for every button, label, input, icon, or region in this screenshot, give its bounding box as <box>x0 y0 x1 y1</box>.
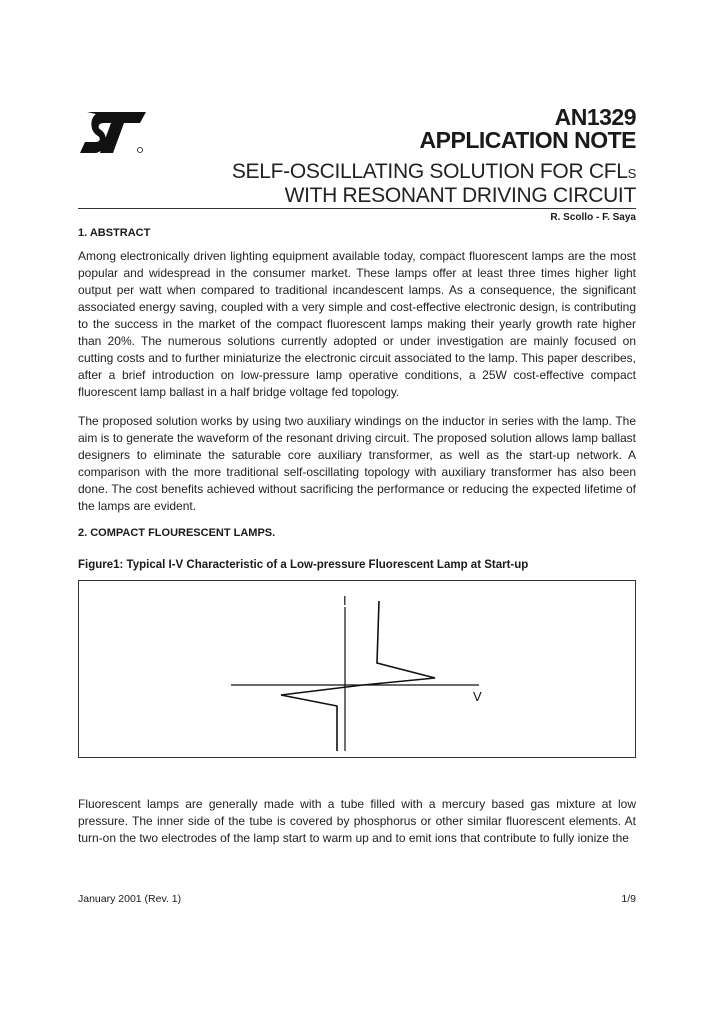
y-axis-label: I <box>343 593 347 608</box>
abstract-paragraph-1: Among electronically driven lighting equipment available today, compact fluorescent lamps are the most popular and widespread in the consumer market. These lamps offer at least three times higher light output per watt when compared to traditional incandescent lamps. As a consequence, the significant associated energy saving, coupled with a very simple and cost-effective electronic design, is contributing to the success in the market of the compact fluorescent lamps making their yearly growth rate higher than 20%. The numerous solutions currently adopted or under investigation are mainly focused on cutting costs and to further miniaturize the electronic circuit associated to the lamp. This paper describes, after a brief introduction on low-pressure lamp operative conditions, a 25W cost-effective compact fluorescent lamp ballast in a half bridge voltage fed topology. <box>78 249 636 399</box>
doc-title-line2: WITH RESONANT DRIVING CIRCUIT <box>284 184 636 207</box>
authors: R. Scollo - F. Saya <box>550 212 636 223</box>
st-logo-graphic <box>80 109 146 159</box>
page-number: 1/9 <box>621 893 636 905</box>
iv-characteristic-figure <box>78 580 636 758</box>
figure-caption: Figure1: Typical I-V Characteristic of a Low-pressure Fluorescent Lamp at Start-up <box>78 559 529 571</box>
doc-title-line1-main: SELF-OSCILLATING SOLUTION FOR CFL <box>231 160 628 183</box>
cfl-paragraph-1: Fluorescent lamps are generally made with a tube filled with a mercury based gas mixture at low pressure. The inner side of the tube is covered by phosphorus or other similar fluorescent elements. At turn-on the two electrodes of the lamp start to warm up and to emit ions that contribute to fully ionize the <box>78 797 636 845</box>
doc-number: AN1329 <box>554 104 636 130</box>
header-divider <box>78 208 636 209</box>
iv-plot <box>79 581 635 757</box>
iv-curve <box>281 601 435 751</box>
footer-date: January 2001 (Rev. 1) <box>78 893 182 905</box>
cfl-heading: 2. COMPACT FLOURESCENT LAMPS. <box>78 527 276 539</box>
doc-type: APPLICATION NOTE <box>419 127 636 153</box>
doc-title-line1-sub: S <box>627 166 636 181</box>
x-axis-label: V <box>473 689 482 704</box>
abstract-paragraph-2: The proposed solution works by using two auxiliary windings on the inductor in series with the lamp. The aim is to generate the waveform of the resonant driving circuit. The proposed solution allows lamp ballast designers to eliminate the saturable core auxiliary transformer, as well as the start-up network. A comparison with the more traditional self-oscillating topology with auxiliary transformer has also been done. The cost benefits achieved without sacrificing the performance or reducing the expected lifetime of the lamps are evident. <box>78 414 636 513</box>
doc-title-line1 <box>232 160 636 184</box>
abstract-heading: 1. ABSTRACT <box>78 227 151 239</box>
st-logo <box>80 109 146 159</box>
